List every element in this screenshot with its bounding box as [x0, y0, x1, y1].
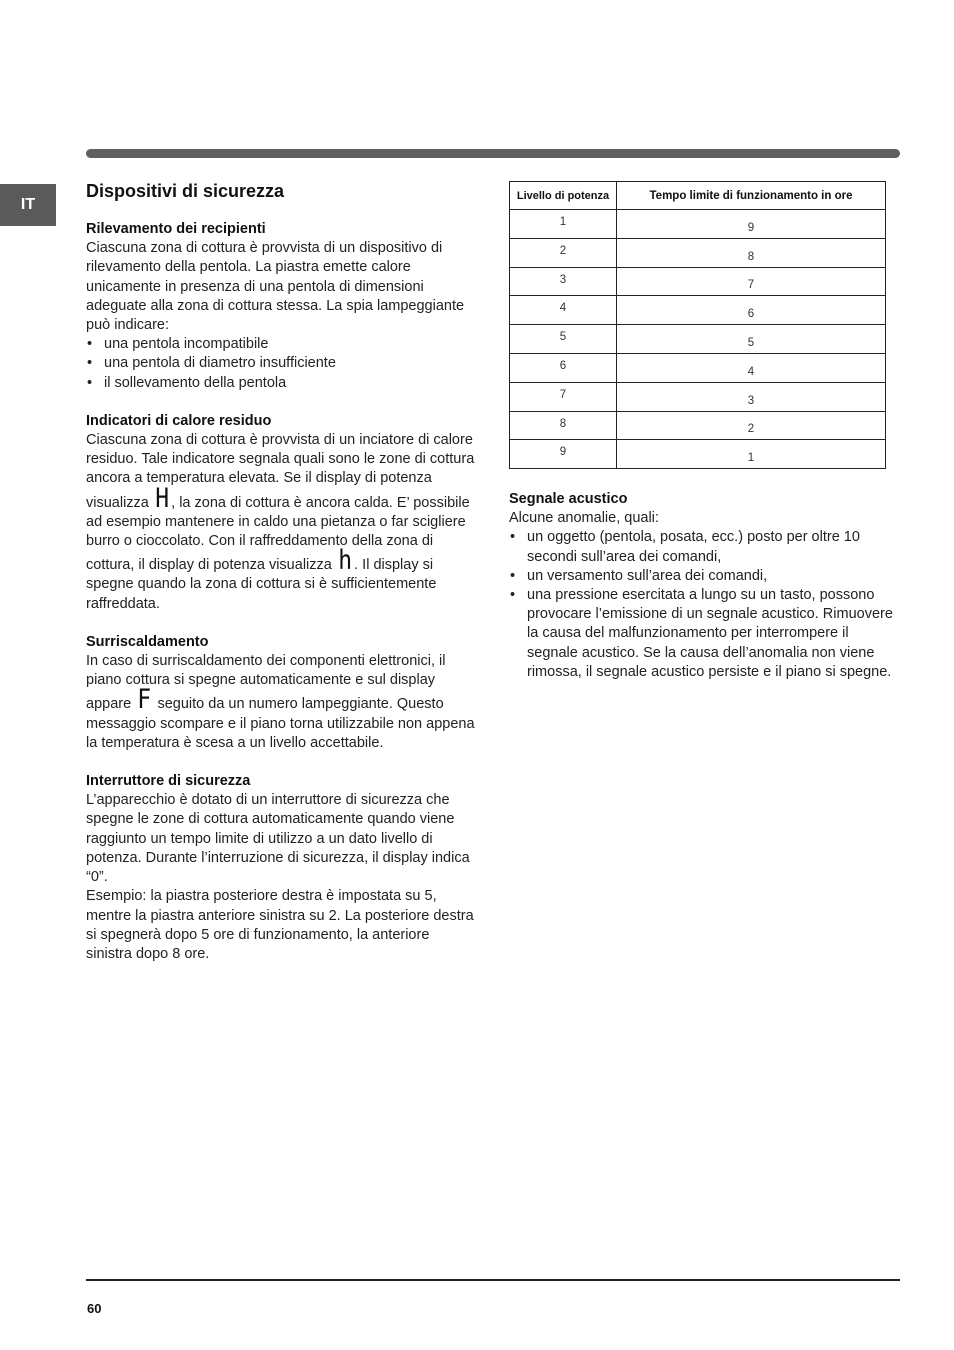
- display-h-upper-icon: H: [155, 482, 169, 514]
- table-row: [510, 325, 886, 354]
- column-header: Tempo limite di funzionamento in ore: [617, 182, 886, 210]
- footer-rule: [86, 1279, 900, 1281]
- left-column: [86, 178, 476, 983]
- table-cell: 3: [617, 382, 886, 411]
- section-interruttore: [86, 772, 476, 964]
- table-cell: 7: [617, 267, 886, 296]
- section-heading: Interruttore di sicurezza: [86, 773, 251, 790]
- section-calore-residuo: [86, 412, 476, 614]
- text-segment: seguito da un numero lampeggiante. Questo messaggio scompare e il piano torna utilizzabile non appena la temperatura è scesa a un livello accettabile.: [86, 696, 475, 751]
- bullet-list: [86, 335, 476, 393]
- list-item: • un oggetto (pentola, posata, ecc.) posto per oltre 10 secondi sull’area dei comandi,: [509, 528, 899, 566]
- table-row: [510, 238, 886, 267]
- table-cell: 5: [510, 325, 617, 354]
- table-row: [510, 440, 886, 469]
- table-row: [510, 411, 886, 440]
- table-cell: 2: [617, 411, 886, 440]
- section-text: Ciascuna zona di cottura è provvista di un dispositivo di rilevamento della pentola. La piastra emette calore unicamente in presenza di una pentola di dimensioni adeguate alla zona di cottura stessa. La spia lampeggiante può indicare:: [86, 240, 465, 334]
- table-row: [510, 296, 886, 325]
- table-cell: 8: [510, 411, 617, 440]
- section-segnale-acustico: [509, 490, 899, 682]
- page-title: Dispositivi di sicurezza: [86, 181, 285, 201]
- header-rule: [86, 149, 900, 158]
- table-row: [510, 210, 886, 239]
- table-cell: 7: [510, 382, 617, 411]
- text-segment: Ciascuna zona di cottura è provvista di un inciatore di calore residuo. Tale indicatore segnala quali sono le zone di cottura ancora a temperatura elevata. Se il display di potenza visualizza: [86, 432, 475, 511]
- table-cell: 2: [510, 238, 617, 267]
- bullet-list: [509, 528, 899, 682]
- table-cell: 6: [617, 296, 886, 325]
- table-cell: 5: [617, 325, 886, 354]
- list-item: • una pentola di diametro insufficiente: [86, 354, 476, 373]
- table-cell: 4: [510, 296, 617, 325]
- list-item: • il sollevamento della pentola: [86, 374, 476, 393]
- section-text: Esempio: la piastra posteriore destra è impostata su 5, mentre la piastra anteriore sinistra su 2. La posteriore destra si spegnerà dopo 5 ore di funzionamento, la anteriore sinistra dopo 8 ore.: [86, 888, 474, 962]
- table-cell: 4: [617, 353, 886, 382]
- section-rilevamento: [86, 220, 476, 393]
- table-cell: 9: [617, 210, 886, 239]
- section-surriscaldamento: [86, 633, 476, 753]
- list-item: • una pentola incompatibile: [86, 335, 476, 354]
- text-segment: In caso di surriscaldamento dei componenti elettronici, il piano cottura si spegne automaticamente e sul display appare: [86, 653, 446, 713]
- table-cell: 1: [617, 440, 886, 469]
- section-text: L’apparecchio è dotato di un interruttore di sicurezza che spegne le zone di cottura automaticamente quando viene raggiunto un tempo limite di utilizzo a un dato livello di potenza. Durante l’interruzione di sicurezza, il display indica “0”.: [86, 792, 470, 886]
- text-segment: , la zona di cottura è ancora calda. E’ possibile ad esempio mantenere in caldo una pietanza o far scigliere burro o cioccolato. Con il raffreddamento della zona di cottura, il display di potenza visualizza: [86, 494, 470, 574]
- table-row: [510, 353, 886, 382]
- section-text: [86, 652, 476, 753]
- text-segment: . Il display si spegne quando la zona di cottura si è sufficientemente raffreddata.: [86, 557, 437, 612]
- right-column: [509, 490, 899, 701]
- table-cell: 6: [510, 353, 617, 382]
- table-row: [510, 382, 886, 411]
- section-heading: Indicatori di calore residuo: [86, 412, 272, 429]
- column-header: Livello di potenza: [510, 182, 617, 210]
- language-tab: IT: [0, 184, 56, 226]
- page-number: 60: [87, 1301, 102, 1316]
- section-heading: Rilevamento dei recipienti: [86, 221, 266, 237]
- table-row: [510, 267, 886, 296]
- section-heading: Surriscaldamento: [86, 633, 209, 650]
- table-cell: 9: [510, 440, 617, 469]
- section-text: Alcune anomalie, quali:: [509, 510, 659, 527]
- display-h-lower-icon: h: [338, 545, 352, 577]
- list-item: • un versamento sull’area dei comandi,: [509, 567, 899, 586]
- section-text: [86, 431, 476, 614]
- list-item: • una pressione esercitata a lungo su un tasto, possono provocare l’emissione di un segnale acustico. Rimuovere la causa del malfunzionamento per interrompere il segnale acustico. Se la causa dell’anomalia non viene rimossa, il segnale acustico persiste e il piano si spegne.: [509, 586, 899, 682]
- table-header-row: [510, 182, 886, 210]
- display-f-icon: F: [137, 684, 152, 716]
- table-cell: 8: [617, 238, 886, 267]
- table-cell: 3: [510, 267, 617, 296]
- table-cell: 1: [510, 210, 617, 239]
- power-time-table: [509, 181, 886, 469]
- section-heading: Segnale acustico: [509, 491, 628, 507]
